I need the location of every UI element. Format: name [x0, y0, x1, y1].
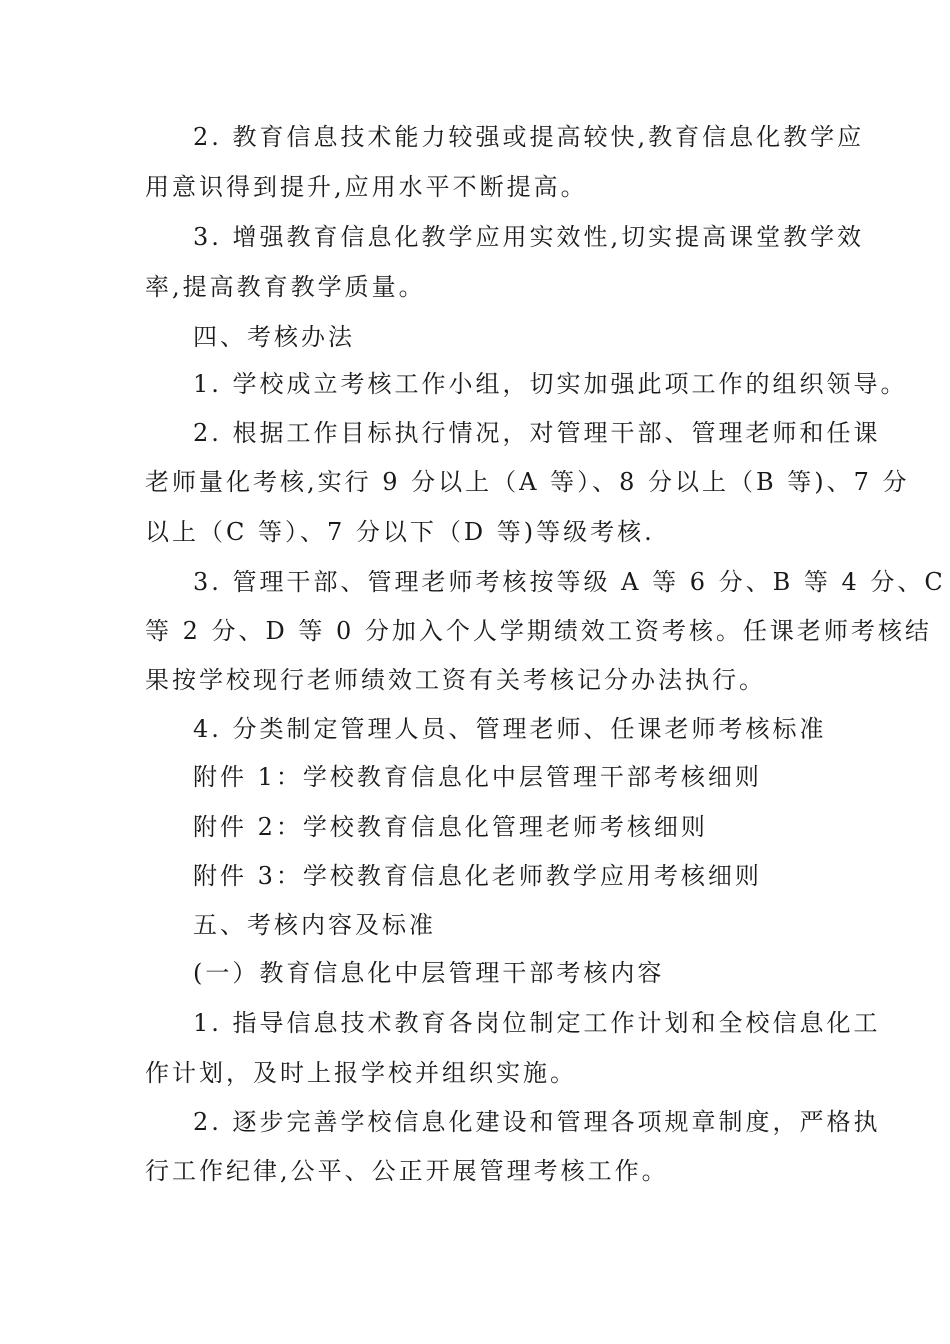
attachment-line: 附件 2：学校教育信息化管理老师考核细则: [193, 813, 708, 841]
paragraph-line: 果按学校现行老师绩效工资有关考核记分办法执行。: [145, 666, 766, 694]
paragraph-line: 老师量化考核,实行 9 分以上（A 等）、8 分以上（B 等)、7 分: [145, 468, 910, 496]
paragraph-line: 2. 教育信息技术能力较强或提高较快,教育信息化教学应: [193, 123, 865, 151]
paragraph-line: 作计划，及时上报学校并组织实施。: [145, 1059, 577, 1087]
paragraph-line: 1. 学校成立考核工作小组，切实加强此项工作的组织领导。: [193, 370, 908, 398]
paragraph-line: 2. 根据工作目标执行情况，对管理干部、管理老师和任课: [193, 419, 881, 447]
paragraph-line: 等 2 分、D 等 0 分加入个人学期绩效工资考核。任课老师考核结: [145, 617, 932, 645]
paragraph-line: 用意识得到提升,应用水平不断提高。: [145, 173, 588, 201]
paragraph-line: 行工作纪律,公平、公正开展管理考核工作。: [145, 1157, 669, 1185]
section-heading: 四、考核办法: [193, 323, 355, 351]
section-heading: 五、考核内容及标准: [193, 911, 436, 939]
paragraph-line: 1. 指导信息技术教育各岗位制定工作计划和全校信息化工: [193, 1009, 881, 1037]
paragraph-line: 4. 分类制定管理人员、管理老师、任课老师考核标准: [193, 715, 827, 743]
attachment-line: 附件 1：学校教育信息化中层管理干部考核细则: [193, 763, 762, 791]
paragraph-line: 2. 逐步完善学校信息化建设和管理各项规章制度，严格执: [193, 1108, 881, 1136]
attachment-line: 附件 3：学校教育信息化老师教学应用考核细则: [193, 862, 762, 890]
paragraph-line: 3. 增强教育信息化教学应用实效性,切实提高课堂教学效: [193, 223, 865, 251]
paragraph-line: 以上（C 等）、7 分以下（D 等)等级考核.: [145, 518, 655, 546]
subsection-heading: (一）教育信息化中层管理干部考核内容: [193, 959, 665, 987]
paragraph-line: 3. 管理干部、管理老师考核按等级 A 等 6 分、B 等 4 分、C: [193, 568, 946, 596]
paragraph-line: 率,提高教育教学质量。: [145, 273, 426, 301]
